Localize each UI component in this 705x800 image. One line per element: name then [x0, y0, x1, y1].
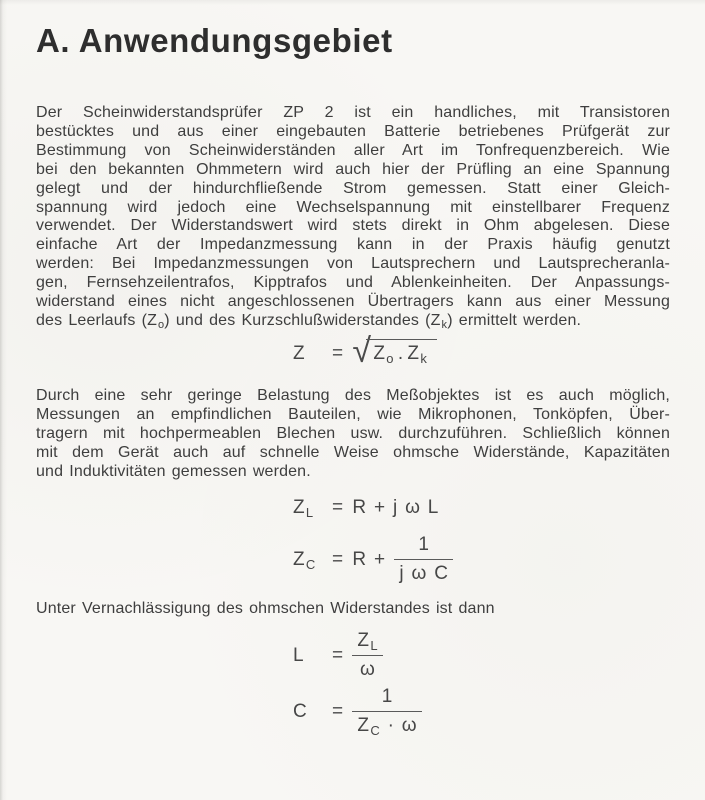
paragraph-line: gelegt und der hindurchfließende Strom gemessen. Statt einer Gleich-: [36, 179, 670, 197]
paragraph-line: bei den bekannten Ohmmetern wird auch hier der Prüfling an eine Spannung: [36, 160, 670, 178]
paragraph-line: spannung wird jedoch eine Wechselspannung mit einstellbarer Frequenz: [36, 198, 670, 216]
formula-lhs: Z: [293, 343, 305, 364]
paragraph-line: werden: Bei Impedanzmessungen von Lautsprechern und Lautsprecheranla-: [36, 255, 670, 273]
fraction-denominator: [352, 711, 422, 737]
paragraph-intro: [36, 104, 670, 331]
fraction-denominator: ω: [352, 655, 382, 681]
subscript-k: k: [441, 318, 448, 331]
paragraph-line: widerstand eines nicht angeschlossenen Übertragers kann aus einer Messung: [36, 293, 670, 311]
paragraph-line: tragern mit hochpermeablen Blechen usw. durchzuführen. Schließlich können: [36, 424, 670, 442]
formula-impedance-geometric-mean: [293, 332, 437, 370]
omega-term: · ω: [380, 715, 417, 736]
fraction: [352, 686, 422, 737]
fraction-numerator: [352, 630, 382, 655]
fraction-numerator: 1: [418, 534, 430, 555]
subscript-o: o: [386, 351, 394, 366]
paragraph-line-with-subscripts: [36, 312, 670, 331]
paragraph-line: Durch eine sehr geringe Belastung des Meßobjektes ist es auch möglich,: [36, 387, 670, 404]
paragraph-line: einfache Art der Impedanzmessung kann in der Praxis häufig genutzt: [36, 236, 670, 254]
equals-sign: =: [332, 343, 344, 364]
subscript-l: L: [305, 505, 314, 520]
paragraph-line: Der Scheinwiderstandsprüfer ZP 2 ist ein handliches, mit Transistoren: [36, 104, 670, 121]
equals-sign: =: [332, 497, 344, 518]
formula-lhs: L: [293, 644, 304, 666]
formula-capacitance: [293, 686, 422, 737]
equals-sign: =: [332, 548, 344, 570]
paragraph-line: verwendet. Der Widerstandswert wird stets direkt in Ohm abgelesen. Diese: [36, 217, 670, 235]
fraction: [352, 630, 382, 681]
symbol-z: Z: [407, 343, 420, 364]
formula-inductive-impedance: [293, 497, 439, 519]
paragraph-line: und Induktivitäten gemessen werden.: [36, 462, 311, 480]
formula-rhs-prefix: R +: [352, 548, 386, 570]
formula-lhs: C: [293, 700, 308, 722]
symbol-z: Z: [357, 630, 370, 651]
square-root-expression: [352, 332, 437, 370]
fraction-numerator: 1: [381, 686, 393, 707]
paragraph-line: gen, Fernsehzeilentrafos, Kipptrafos und Ablenkeinheiten. Der Anpassungs-: [36, 274, 670, 292]
subscript-o: o: [158, 318, 165, 331]
paragraph-line: mit dem Gerät auch auf schnelle Weise ohmsche Widerstände, Kapazitäten: [36, 443, 670, 461]
symbol-z: Z: [293, 548, 305, 570]
radical-sign: √: [352, 332, 372, 370]
subscript-c: C: [305, 556, 316, 572]
text-segment: des Leerlaufs (Z: [36, 311, 158, 329]
symbol-z: Z: [373, 343, 386, 364]
equals-sign: =: [332, 644, 344, 666]
text-segment: ) und des Kurzschlußwiderstandes (Z: [164, 311, 441, 329]
paragraph-line: Messungen an empfindlichen Bauteilen, wie Mikrophonen, Tonköpfen, Über-: [36, 405, 670, 423]
note-line: Unter Vernachlässigung des ohmschen Widerstandes ist dann: [36, 600, 495, 617]
paragraph-measurement: [36, 387, 670, 482]
equals-sign: =: [332, 700, 344, 722]
formula-capacitive-impedance: [293, 534, 453, 585]
formula-rhs: R + j ω L: [352, 497, 439, 518]
formula-inductance: [293, 630, 383, 681]
fraction-denominator: j ω C: [394, 559, 453, 585]
subscript-c: C: [370, 723, 381, 738]
page-title: A. Anwendungsgebiet: [36, 22, 393, 59]
multiplication-dot: .: [397, 343, 404, 364]
subscript-l: L: [370, 638, 378, 653]
symbol-z: Z: [293, 497, 305, 518]
subscript-k: k: [420, 351, 428, 366]
formula-lhs: [293, 497, 323, 519]
paragraph-line: Bestimmung von Scheinwiderständen aller Art im Tonfrequenzbereich. Wie: [36, 141, 670, 159]
paragraph-line: bestücktes und aus einer eingebauten Batterie betriebenes Prüfgerät zur: [36, 122, 670, 140]
formula-lhs: [293, 549, 323, 571]
radicand: [366, 339, 437, 365]
text-segment: ) ermittelt werden.: [447, 311, 582, 329]
fraction: [394, 534, 453, 585]
symbol-z: Z: [357, 715, 370, 736]
